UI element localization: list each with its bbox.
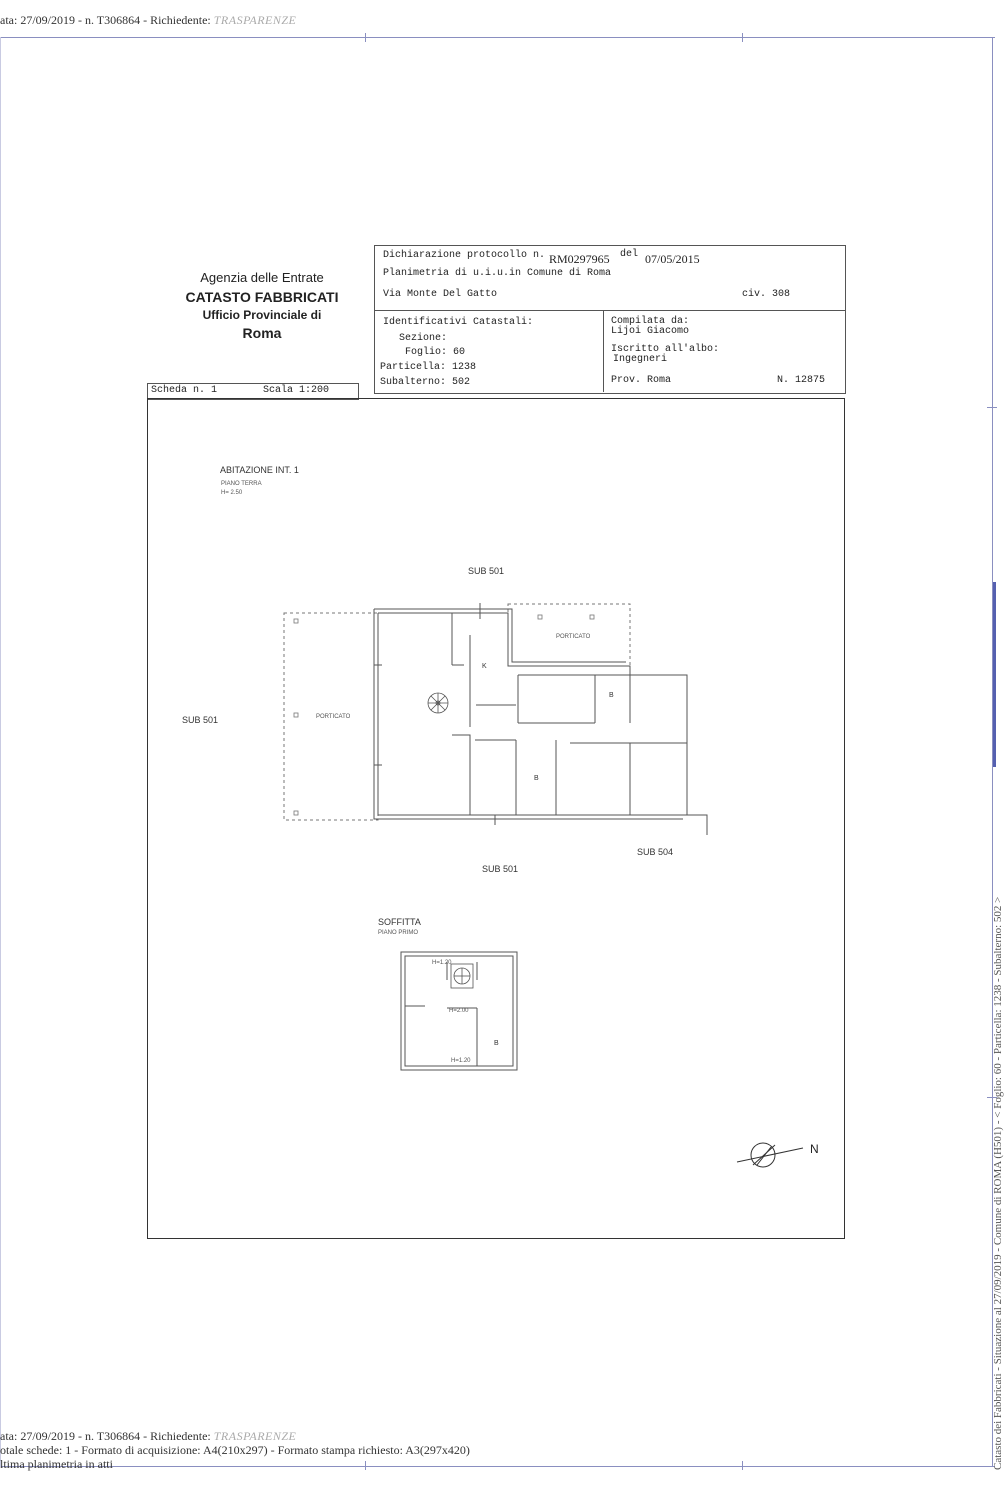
protocol-label: Dichiarazione protocollo n.: [383, 250, 546, 261]
agency-block: [162, 270, 362, 341]
address: Via Monte Del Gatto: [383, 289, 498, 300]
attic-height-top: H=1.20: [432, 960, 452, 966]
declaration-divider: [375, 310, 845, 311]
footer-text: ata: 27/09/2019 - n. T306864 - Richiedente:: [0, 1429, 211, 1443]
agency-city: Roma: [242, 325, 282, 341]
attic-title: SOFFITTA: [378, 917, 421, 927]
footer-line-1: [0, 1429, 296, 1444]
sub-left: SUB 501: [182, 715, 219, 725]
foglio: Foglio: 60: [405, 347, 466, 358]
room-bath-2: B: [534, 775, 539, 782]
scheda-scale: Scala 1:200: [263, 385, 330, 396]
footer-line-3: ltima planimetria in atti: [0, 1457, 113, 1471]
top-header-text: ata: 27/09/2019 - n. T306864 - Richiedente:: [0, 13, 211, 27]
north-arrow-icon: [735, 1135, 805, 1175]
frame-tick: [742, 1461, 743, 1470]
frame-tick: [365, 1461, 366, 1470]
attic-floor: PIANO PRIMO: [378, 930, 419, 936]
albo-value: Ingegneri: [613, 354, 668, 365]
agency-office: Ufficio Provinciale di: [202, 308, 322, 322]
subalterno: Subalterno: 502: [380, 377, 471, 388]
agency-name: Agenzia delle Entrate: [200, 270, 324, 285]
civic-number: civ. 308: [742, 289, 791, 300]
plan-floor: PIANO TERRA: [221, 481, 262, 487]
attic-height-bottom: H=1.20: [451, 1058, 471, 1064]
declaration-vdivider: [603, 310, 604, 392]
frame-top-line: [0, 37, 995, 38]
province: Prov. Roma: [611, 375, 672, 386]
registration-number: N. 12875: [777, 375, 826, 386]
room-bath-1: B: [609, 692, 614, 699]
scheda-number: Scheda n. 1: [151, 385, 218, 396]
frame-tick: [742, 33, 743, 42]
compiled-name: Lijoi Giacomo: [611, 326, 690, 337]
frame-left-line: [0, 37, 1, 1467]
spiral-stair-icon: [428, 693, 448, 713]
top-header-requester: TRASPARENZE: [213, 13, 297, 27]
porticato-left: PORTICATO: [316, 714, 351, 720]
top-header: [0, 13, 296, 28]
attic-height-mid: H=2.00: [449, 1008, 469, 1014]
sub-top: SUB 501: [468, 566, 505, 576]
footer-requester: TRASPARENZE: [213, 1429, 297, 1443]
particella: Particella: 1238: [380, 362, 477, 373]
porticato-top: PORTICATO: [556, 634, 591, 640]
agency-catasto: CATASTO FABBRICATI: [185, 289, 339, 305]
north-label: N: [810, 1142, 819, 1156]
planimetry-line: Planimetria di u.i.u.in Comune di Roma: [383, 268, 612, 279]
protocol-number: RM0297965: [549, 252, 610, 266]
side-text: Catasto dei Fabbricati - Situazione al 27/09/2019 - Comune di ROMA (H501) - < Foglio: 60 - Particella: 1238 - Subalterno: 502 >: [992, 896, 1004, 1470]
compiled-label: Compilata da:: [611, 316, 690, 327]
plan-title: ABITAZIONE INT. 1: [220, 465, 299, 475]
sub-bottom: SUB 501: [482, 864, 519, 874]
plan-height: H= 2.50: [221, 490, 243, 496]
attic-stair-icon: [451, 964, 473, 988]
frame-tick: [987, 407, 997, 408]
side-marker: [993, 582, 996, 767]
footer-line-2: otale schede: 1 - Formato di acquisizione: A4(210x297) - Formato stampa richiesto: A3(297x420): [0, 1443, 470, 1457]
room-kitchen: K: [482, 663, 487, 670]
del-label: del: [620, 249, 639, 260]
sezione: Sezione:: [399, 333, 448, 344]
attic-bath: B: [494, 1040, 499, 1047]
albo-label: Iscritto all'albo:: [611, 344, 720, 355]
declaration-date: 07/05/2015: [645, 252, 700, 266]
sub-right: SUB 504: [637, 847, 674, 857]
identifiers-title: Identificativi Catastali:: [383, 317, 534, 328]
frame-bottom-line: [0, 1466, 995, 1467]
frame-tick: [365, 33, 366, 42]
